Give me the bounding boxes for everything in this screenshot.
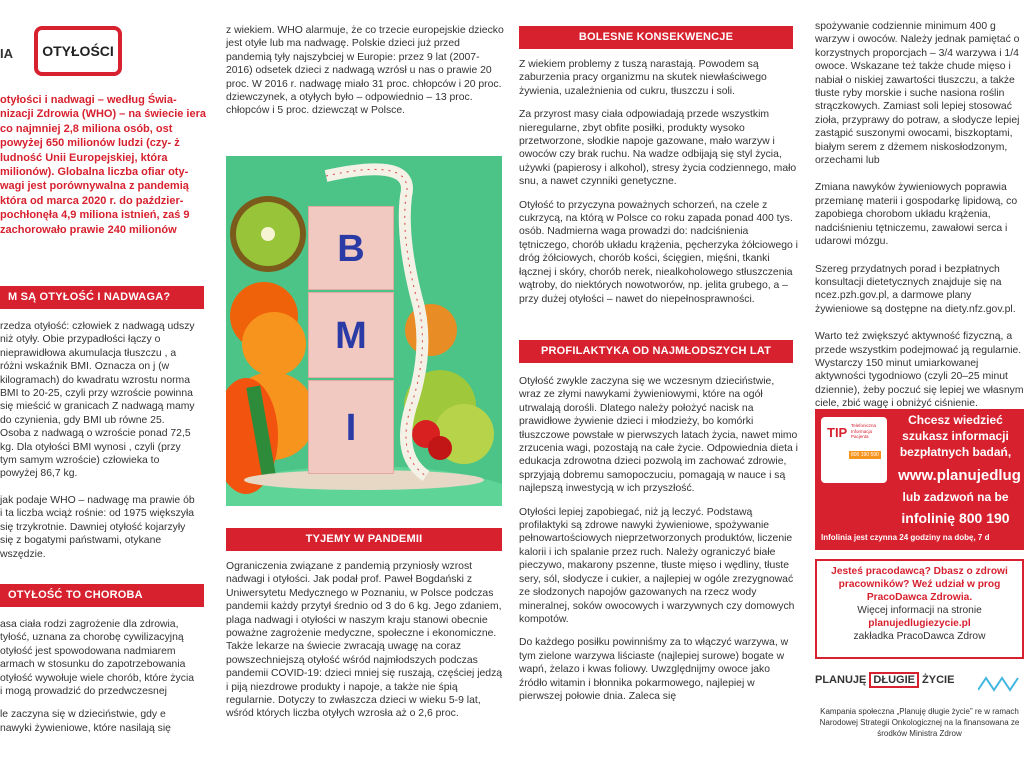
bmi-image	[226, 156, 502, 506]
title-box	[34, 26, 122, 76]
promo-line: szukasz informacji	[902, 429, 1009, 443]
section-header: M SĄ OTYŁOŚĆ I NADWAGA?	[0, 286, 204, 309]
paragraph: Ograniczenia związane z pandemią przyniosły wzrost nadwagi i otyłości. Jak podał prof. Paweł Bogdański z Uniwersytetu Medycznego w Poznaniu, w Polsce podczas pandemii każdy przytył średnio od 3 do 6 kg. Jego zdaniem, plaga nadwagi i otyłości w naszym kraju stanowi obecnie poważne zagrożenie medyczne, społeczne i ekonomiczne. Także lekarze na świecie zwracają uwagę na coraz powszechniejszą otyłość wśród najmłodszych podczas pandemii COVID-19: dzieci mniej się ruszają, częściej jedzą i piją niezdrowe produkty i napoje, a także nie śpią regularnie. Dotyczy to zwłaszcza dzieci w wieku 5-9 lat, wśród których liczba otyłych wzrosła aż o 2,6 proc.	[226, 561, 503, 720]
wave-logo-icon	[978, 674, 1024, 694]
paragraph: jak podaje WHO – nadwagę ma prawie ób i ta liczba wciąż rośnie: od 1975 większyła się trzykrotnie. Dawniej otyłość kojarzyły się z bogatymi państwami, otykane wszędzie.	[0, 495, 195, 560]
infoline-promo	[815, 409, 1024, 550]
column-4-top	[815, 20, 1024, 421]
section-header: BOLESNE KONSEKWENCJE	[519, 26, 793, 49]
cube-m	[308, 292, 394, 378]
promo-phone[interactable]: infolinię 800 190	[901, 510, 1010, 526]
paragraph: Z wiekiem problemy z tuszą narastają. Powodem są zaburzenia pracy organizmu na skutek niewłaściwego żywienia, uzależnienia od cukru, tłuszczu i soli.	[519, 59, 767, 97]
paragraph: Otyłość zwykle zaczyna się we wczesnym dzieciństwie, wraz ze złymi nawykami żywieniowymi, które na ogół utrwalają dorośli. Dlatego należy położyć nacisk na prawidłowe żywienie dzieci i młodzieży, bo komórki tłuszczowe powstałe w pierwszych latach życia, nawet mimo zrzucenia wagi, pozostają na całe życie. Odpowiednia dieta i edukacja zdrowotna dzieci pozwolą im zachować zdrowie, sprzyjają dobremu samopoczuciu, pomagają w nauce i są najlepszą inwestycją w ich przyszłość.	[519, 376, 798, 495]
section-header: PROFILAKTYKA OD NAJMŁODSZYCH LAT	[519, 340, 793, 363]
campaign-logo	[815, 674, 954, 686]
column-2-bottom	[226, 560, 504, 731]
column-1-body-2	[0, 618, 198, 745]
promo-line: bezpłatnych badań,	[899, 445, 1012, 459]
column-3-top	[519, 58, 799, 316]
paragraph: Zmiana nawyków żywieniowych poprawia przemianę materii i gospodarkę lipidową, co zapobiega chorobom układu krążenia, nadciśnieniu tętniczemu, zawałowi serca i udarowi mózgu.	[815, 182, 1018, 248]
paragraph: z wiekiem. WHO alarmuje, że co trzecie europejskie dziecko jest otyłe lub ma nadwagę. Polskie dzieci już przed pandemią tyły najszybciej w Europie: przez 9 lat (2007-2016) odsetek dzieci z nadwagą wzrósł u nas o prawie 20 proc. W 2016 r. nadwagę miało 31 proc. chłopców i 20 proc. dziewczynek, a otyłych było – odpowiednio – 13 proc. chłopców i 5 proc. dziewcząt w Polsce.	[226, 25, 504, 117]
paragraph: Szereg przydatnych porad i bezpłatnych konsultacji dietetycznych znajduje się na ncez.pzh.gov.pl, a darmowe plany żywieniowe są dostępne na diety.nfz.gov.pl.	[815, 263, 1016, 315]
footnote: Kampania społeczna „Planuję długie życie” re w ramach Narodowej Strategii Onkologicznej na la finansowana ze środków Ministra Zdrow	[819, 707, 1020, 738]
employer-question: Jesteś pracodawcą? Dbasz o zdrowi pracowników? Weź udział w prog PracoDawca Zdrowia.	[831, 566, 1008, 603]
letter-b: B	[337, 228, 365, 270]
cube-i	[308, 380, 394, 474]
section-header: OTYŁOŚĆ TO CHOROBA	[0, 584, 204, 607]
column-3-bottom	[519, 375, 799, 713]
paragraph: Za przyrost masy ciała odpowiadają przede wszystkim nieregularne, zbyt obfite posiłki, produkty wysoko przetworzone, słodkie napoje gazowane, mało warzyw i owoców czy brak ruchu. Na wadze odbijają się styl życia, używki (papierosy i alkohol), stresy życia codziennego, mało snu, a nawet czynniki genetyczne.	[519, 109, 797, 188]
logo-word-boxed: DŁUGIE	[869, 672, 919, 688]
employer-box	[815, 559, 1024, 659]
letter-i: I	[345, 407, 357, 449]
employer-tab: zakładka PracoDawca Zdrow	[853, 631, 986, 642]
logo-word: ŻYCIE	[922, 674, 955, 686]
column-2-top	[226, 24, 504, 128]
tip-logo-text: Telefoniczna Informacja Pacjenta	[851, 423, 877, 439]
employer-url[interactable]: planujedlugiezycie.pl	[868, 618, 971, 629]
paragraph: Otyłości lepiej zapobiegać, niż ją leczyć. Podstawą profilaktyki są zdrowe nawyki żywieniowe, spożywanie pełnowartościowych nieprzetworzonych produktów, liczenie kalorii i ich spalanie przez ruch. Należy ograniczyć białe pieczywo, makarony pszenne, tłuste mięso i wędliny, tłuste sery, sól, słodycze i cukier, a najlepiej w ogóle zrezygnować ze słodzonych napojów gazowanych na rzecz wody mineralnej, soków owocowych i warzywnych czy domowych kompotów.	[519, 506, 795, 625]
tip-logo-number: 800 190 590	[851, 452, 879, 458]
logo-word: PLANUJĘ	[815, 674, 867, 686]
cube-b	[308, 206, 394, 290]
promo-line: Chcesz wiedzieć	[908, 413, 1003, 427]
tip-logo-label: TIP	[827, 425, 848, 440]
paragraph: Warto też zwiększyć aktywność fizyczną, a przede wszystkim podejmować ją regularnie. Wystarczy 150 minut umiarkowanej aktywności tygodniowo (czyli 20–25 minut dziennie), żeby poczuć się lepiej we własnym ciele, zbić wagę i obniżyć ciśnienie.	[815, 331, 1024, 410]
letter-m: M	[335, 315, 367, 357]
title-prefix: IA	[0, 46, 13, 61]
column-1-body	[0, 320, 198, 571]
promo-footer: Infolinia jest czynna 24 godziny na dobę, 7 d	[821, 533, 990, 542]
page-title: OTYŁOŚCI	[42, 43, 114, 59]
paragraph: asa ciała rodzi zagrożenie dla zdrowia, tyłość, uznana za chorobę cywilizacyjną otyłość jest spowodowana nadmiarem armach w stosunku do zapotrzebowania otyłość wywołuje wiele chorób, które życia i mogą prowadzić do przedwczesnej	[0, 619, 195, 698]
paragraph: Otyłość to przyczyna poważnych schorzeń, na czele z cukrzycą, na którą w Polsce co roku zapada ponad 400 tys. osób. Nadmierna waga prowadzi do: nadciśnienia tętniczego, chorób układu krążenia, pęcherzyka żółciowego i dróg żółciowych, chorób kości, ścięgien, mięśni, tkanki łącznej i skóry, chorób nerek, niealkoholowego stłuszczenia wątroby, do niektórych nowotworów, np. jelita grubego, a – przy dużej otyłości – nawet do niepełnosprawności.	[519, 199, 798, 305]
promo-url[interactable]: www.planujedlug	[898, 467, 1021, 484]
paragraph: rzedza otyłość: człowiek z nadwagą udszy niż otyły. Obie przypadłości łączy o nieprawidłowa akumulacja tłuszczu , a różni wskaźnik BMI. Oznacza on j (w kilogramach) do kwadratu wzrostu norma BMI to 20-25, czyli przy wzroście powinna się mieścić w granicach Z nadwagą mamy do czynienia, gdy BMI ub równe 25. Osoba z nadwagą o wzroście ponad 72,5 kg. Dla otyłości BMI wynosi , czyli (przy tym samym wzroście) człowieka to powyżej 86,7 kg.	[0, 321, 195, 480]
paragraph: le zaczyna się w dzieciństwie, gdy e nawyki żywieniowe, które nasilają się	[0, 709, 171, 734]
paragraph: spożywanie codziennie minimum 400 g warzyw i owoców. Należy jednak pamiętać o korzystnych proporcjach – 3/4 warzywa i 1/4 owoce. Wskazane też także chude mięso i nabiał o niskiej zawartości tłuszczu, a także tłuste ryby morskie i suche nasiona roślin strączkowych. Zamiast soli lepiej stosować zioła, przyprawy do potraw, a słodycze lepiej zastąpić suszonymi owocami, biszkoptami, białym serem z dżemem niskosłodzonym, orzechami lub	[815, 21, 1020, 167]
paragraph: Do każdego posiłku powinniśmy za to włączyć warzywa, w tym zielone warzywa liściaste (najlepiej surowe) bogate w wapń, żelazo i kwas foliowy. Uwzględnijmy owoce jako źródło witamin i błonnika pokarmowego, najlepiej w pierwszej połowie dnia. Zaleca się	[519, 637, 789, 702]
section-header: TYJEMY W PANDEMII	[226, 528, 502, 551]
intro-text: otyłości i nadwagi – według Świa- nizacji Zdrowia (WHO) – na świecie iera co najmniej 2,8 miliona osób, ost powyżej 650 milionów ludzi (czy- ż ludność Unii Europejskiej, która milionów). Globalna liczba ofiar oty- wagi jest porównywalna z pandemią która od marca 2020 r. do paździer- pochłonęła 4,9 miliona istnień, zaś 9 zachorowało prawie 240 milionów	[0, 94, 207, 236]
promo-line: lub zadzwoń na be	[902, 490, 1009, 504]
employer-more: Więcej informacji na stronie	[857, 605, 982, 616]
